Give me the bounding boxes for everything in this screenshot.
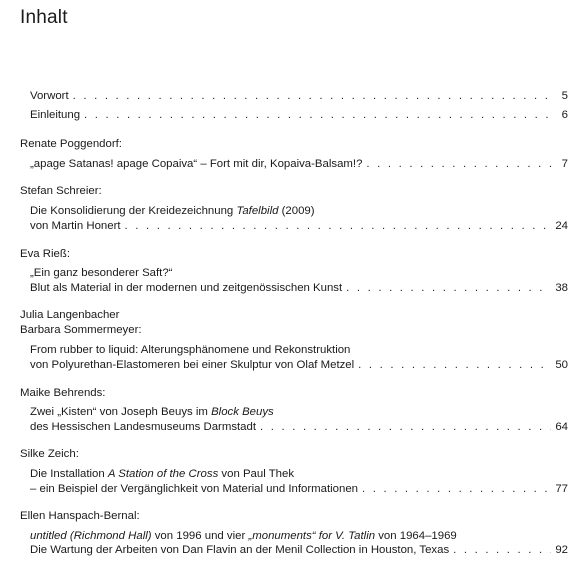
author-name: Barbara Sommermeyer: xyxy=(20,324,142,336)
dot-leader xyxy=(73,89,552,104)
entry-title: von Martin Honert xyxy=(30,220,121,232)
entry-title: Die Wartung der Arbeiten von Dan Flavin an der Menil Collection in Houston, Texas xyxy=(30,544,450,556)
entry-title-line: Die Installation A Station of the Cross von Paul Thek xyxy=(30,468,295,480)
artwork-title: A Station of the Cross xyxy=(107,468,219,480)
author-name: Julia Langenbacher xyxy=(20,309,120,321)
page-number: 50 xyxy=(555,359,568,371)
page-number: 7 xyxy=(561,158,568,170)
entry-title: von Polyurethan-Elastomeren bei einer Skulptur von Olaf Metzel xyxy=(30,359,355,371)
entry-title: Einleitung xyxy=(30,109,81,121)
toc-entry-vorwort[interactable] xyxy=(30,89,568,104)
toc-entry-hanspach-bernal[interactable] xyxy=(30,543,568,558)
entry-title: „apage Satanas! apage Copaiva“ – Fort mit dir, Kopaiva-Balsam!? xyxy=(30,158,363,170)
page-number: 64 xyxy=(555,421,568,433)
artwork-title: Block Beuys xyxy=(211,406,274,418)
author-name: Ellen Hanspach-Bernal: xyxy=(20,510,140,522)
toc-entry-poggendorf[interactable] xyxy=(30,157,568,172)
page-number: 38 xyxy=(555,282,568,294)
entry-title: – ein Beispiel der Vergänglichkeit von Material und Informationen xyxy=(30,483,358,495)
toc-entry-behrends[interactable] xyxy=(30,420,568,435)
entry-title-line: Die Konsolidierung der Kreidezeichnung Tafelbild (2009) xyxy=(30,205,315,217)
dot-leader xyxy=(358,358,551,373)
dot-leader xyxy=(346,281,551,296)
artwork-title: Tafelbild xyxy=(236,205,279,217)
entry-title: Blut als Material in der modernen und zeitgenössischen Kunst xyxy=(30,282,343,294)
author-name: Stefan Schreier: xyxy=(20,185,102,197)
dot-leader xyxy=(366,157,552,172)
toc-entry-riess[interactable] xyxy=(30,281,568,296)
dot-leader xyxy=(260,420,551,435)
entry-title-line: „Ein ganz besonderer Saft?“ xyxy=(30,267,173,279)
entry-title-line: Zwei „Kisten“ von Joseph Beuys im Block Beuys xyxy=(30,406,274,418)
page-number: 6 xyxy=(561,109,568,121)
entry-title: Vorwort xyxy=(30,90,69,102)
page-number: 92 xyxy=(555,544,568,556)
entry-title-line: From rubber to liquid: Alterungsphänomene und Rekonstruktion xyxy=(30,344,351,356)
entry-title: des Hessischen Landesmuseums Darmstadt xyxy=(30,421,257,433)
author-name: Maike Behrends: xyxy=(20,387,106,399)
dot-leader xyxy=(84,108,552,123)
artwork-title: untitled (Richmond Hall) xyxy=(30,530,152,542)
page-title: Inhalt xyxy=(20,7,68,28)
toc-entry-einleitung[interactable] xyxy=(30,108,568,123)
author-name: Silke Zeich: xyxy=(20,448,79,460)
author-name: Eva Rieß: xyxy=(20,248,71,260)
entry-title-line: untitled (Richmond Hall) von 1996 und vier „monuments“ for V. Tatlin von 1964–1969 xyxy=(30,530,457,542)
dot-leader xyxy=(125,219,552,234)
artwork-title: „monuments“ for V. Tatlin xyxy=(248,530,376,542)
toc-entry-langenbacher[interactable] xyxy=(30,358,568,373)
toc-entry-zeich[interactable] xyxy=(30,482,568,497)
author-name: Renate Poggendorf: xyxy=(20,138,122,150)
dot-leader xyxy=(453,543,551,558)
page-number: 77 xyxy=(555,483,568,495)
page-number: 24 xyxy=(555,220,568,232)
dot-leader xyxy=(362,482,551,497)
toc-entry-schreier[interactable] xyxy=(30,219,568,234)
page-number: 5 xyxy=(561,90,568,102)
